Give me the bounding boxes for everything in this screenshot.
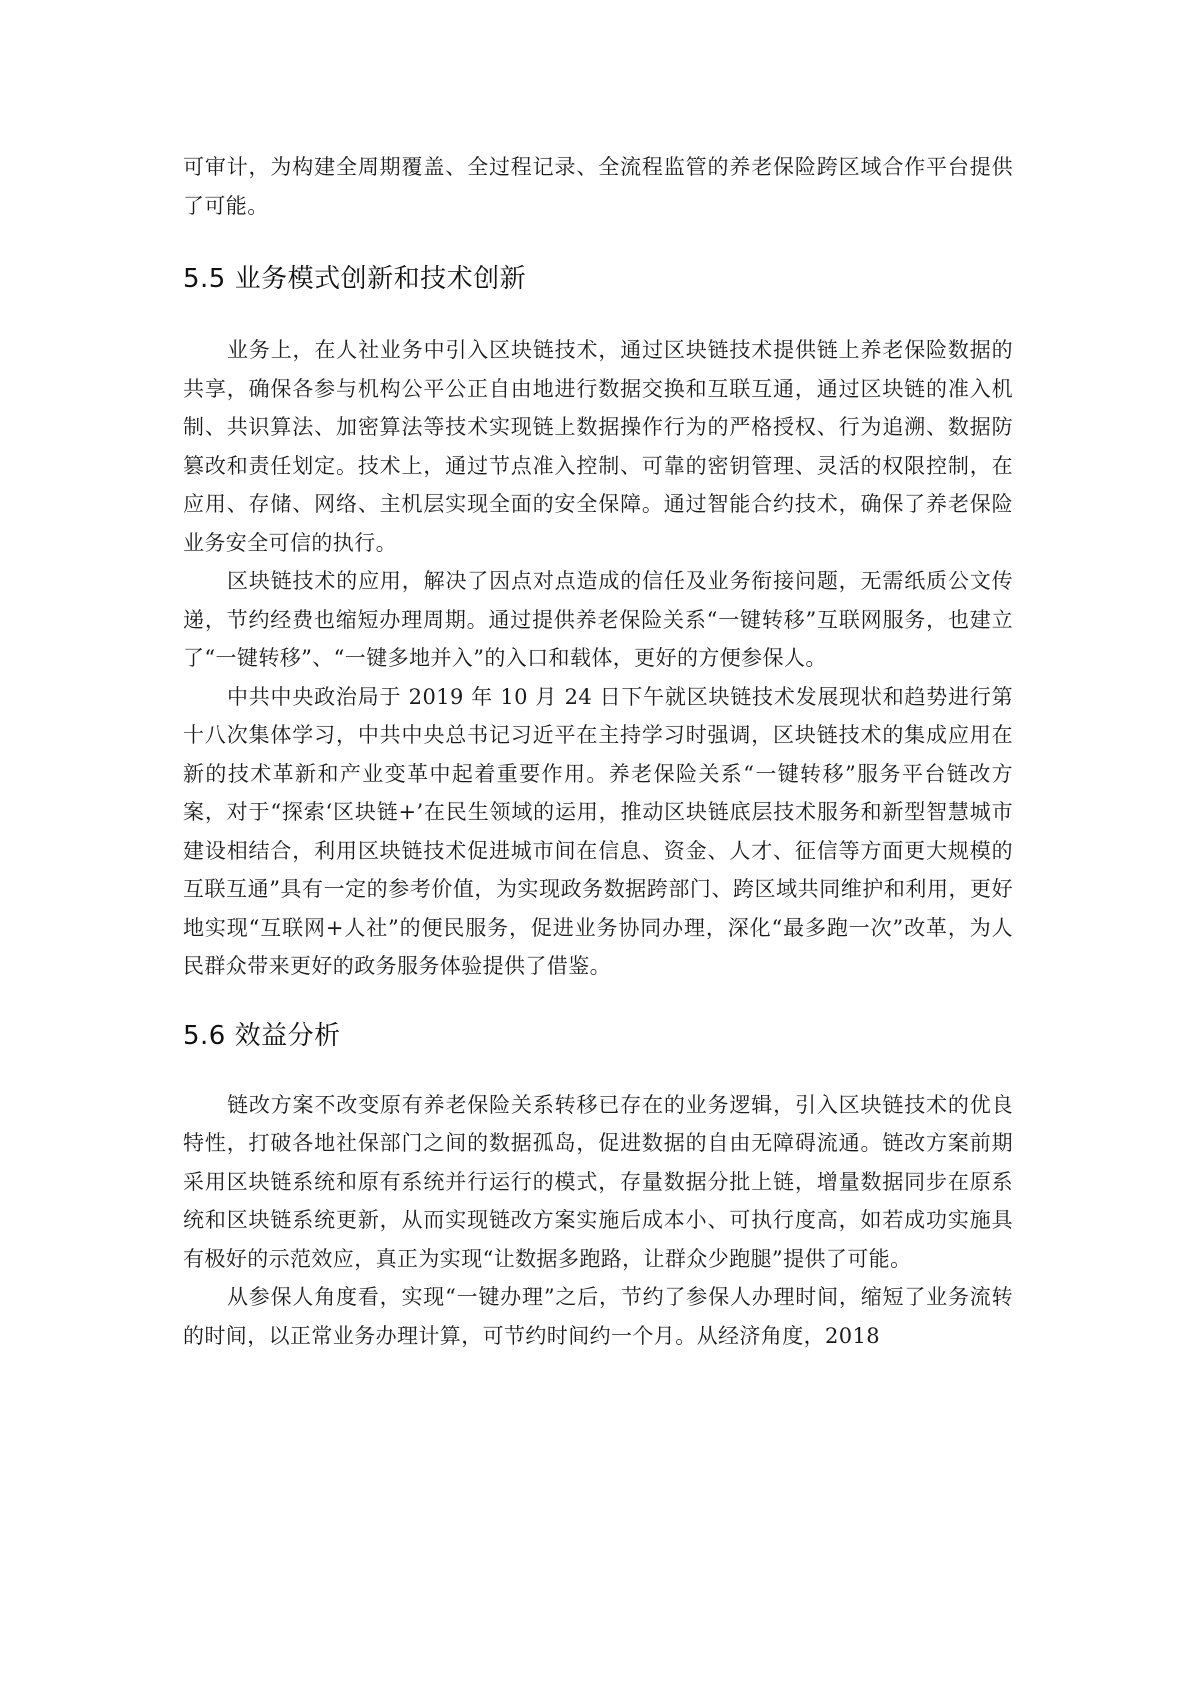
- paragraph-5-6-1: 链改方案不改变原有养老保险关系转移已存在的业务逻辑，引入区块链技术的优良特性，打破各地社保部门之间的数据孤岛，促进数据的自由无障碍流通。链改方案前期采用区块链系统和原有系统并行运行的模式，存量数据分批上链，增量数据同步在原系统和区块链系统更新，从而实现链改方案实施后成本小、可执行度高，如若成功实施具有极好的示范效应，真正为实现“让数据多跑路，让群众少跑腿”提供了可能。: [183, 1092, 1013, 1271]
- paragraph-5-5-3: 中共中央政治局于 2019 年 10 月 24 日下午就区块链技术发展现状和趋势进行第十八次集体学习，中共中央总书记习近平在主持学习时强调，区块链技术的集成应用在新的技术革新和产业变革中起着重要作用。养老保险关系“一键转移”服务平台链改方案，对于“探索‘区块链+’在民生领域的运用，推动区块链底层技术服务和新型智慧城市建设相结合，利用区块链技术促进城市间在信息、资金、人才、征信等方面更大规模的互联互通”具有一定的参考价值，为实现政务数据跨部门、跨区域共同维护和利用，更好地实现“互联网+人社”的便民服务，促进业务协同办理，深化“最多跑一次”改革，为人民群众带来更好的政务服务体验提供了借鉴。: [183, 684, 1013, 978]
- paragraph-5-5-1: 业务上，在人社业务中引入区块链技术，通过区块链技术提供链上养老保险数据的共享，确保各参与机构公平公正自由地进行数据交换和互联互通，通过区块链的准入机制、共识算法、加密算法等技术实现链上数据操作行为的严格授权、行为追溯、数据防篡改和责任划定。技术上，通过节点准入控制、可靠的密钥管理、灵活的权限控制，在应用、存储、网络、主机层实现全面的安全保障。通过智能合约技术，确保了养老保险业务安全可信的执行。: [183, 338, 1013, 555]
- section-heading-5-6: 5.6 效益分析: [183, 1020, 341, 1051]
- intro-paragraph: 可审计，为构建全周期覆盖、全过程记录、全流程监管的养老保险跨区域合作平台提供了可能。: [183, 155, 1013, 218]
- section-heading-5-5: 5.5 业务模式创新和技术创新: [183, 264, 527, 294]
- document-page: [183, 148, 1013, 1355]
- paragraph-5-6-2: 从参保人角度看，实现“一键办理”之后，节约了参保人办理时间，缩短了业务流转的时间，以正常业务办理计算，可节约时间约一个月。从经济角度，2018: [183, 1285, 1013, 1348]
- paragraph-5-5-2: 区块链技术的应用，解决了因点对点造成的信任及业务衔接问题，无需纸质公文传递，节约经费也缩短办理周期。通过提供养老保险关系“一键转移”互联网服务，也建立了“一键转移”、“一键多地并入”的入口和载体，更好的方便参保人。: [183, 569, 1013, 670]
